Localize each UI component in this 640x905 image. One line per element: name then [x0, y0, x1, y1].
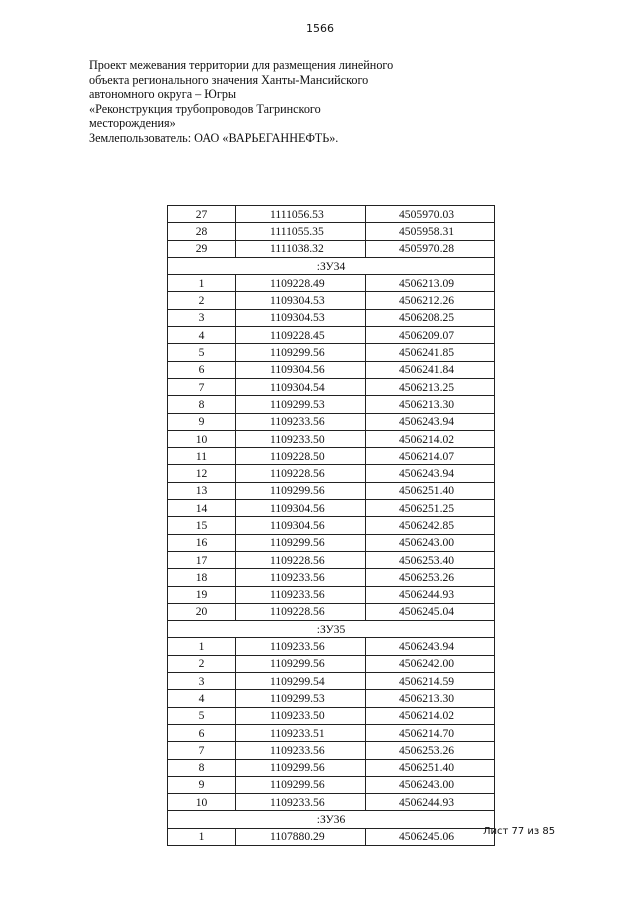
x-coordinate-cell: 1109233.56 [236, 794, 366, 811]
coordinates-table-body [168, 206, 495, 846]
table-row [168, 378, 495, 395]
point-number-cell: 10 [168, 430, 236, 447]
x-coordinate-cell: 1109233.56 [236, 742, 366, 759]
land-user-label: Землепользователь: [89, 130, 192, 145]
y-coordinate-cell: 4506242.85 [366, 517, 495, 534]
y-coordinate-cell: 4506251.40 [366, 482, 495, 499]
point-number-cell: 6 [168, 724, 236, 741]
table-row [168, 759, 495, 776]
table-row [168, 430, 495, 447]
y-coordinate-cell: 4506253.26 [366, 569, 495, 586]
x-coordinate-cell: 1109233.56 [236, 638, 366, 655]
y-coordinate-cell: 4506214.59 [366, 673, 495, 690]
table-row [168, 534, 495, 551]
table-row [168, 828, 495, 845]
y-coordinate-cell: 4506212.26 [366, 292, 495, 309]
point-number-cell: 7 [168, 742, 236, 759]
x-coordinate-cell: 1109228.49 [236, 275, 366, 292]
section-label: :ЗУ34 [168, 257, 495, 274]
x-coordinate-cell: 1109228.56 [236, 603, 366, 620]
table-row [168, 776, 495, 793]
x-coordinate-cell: 1109228.50 [236, 448, 366, 465]
x-coordinate-cell: 1109304.56 [236, 361, 366, 378]
table-row [168, 551, 495, 568]
y-coordinate-cell: 4506245.04 [366, 603, 495, 620]
x-coordinate-cell: 1109299.56 [236, 655, 366, 672]
table-row [168, 707, 495, 724]
table-row [168, 413, 495, 430]
x-coordinate-cell: 1109299.56 [236, 344, 366, 361]
y-coordinate-cell: 4506208.25 [366, 309, 495, 326]
x-coordinate-cell: 1109228.45 [236, 327, 366, 344]
y-coordinate-cell: 4506241.84 [366, 361, 495, 378]
x-coordinate-cell: 1109304.56 [236, 517, 366, 534]
point-number-cell: 16 [168, 534, 236, 551]
y-coordinate-cell: 4506214.07 [366, 448, 495, 465]
point-number-cell: 28 [168, 223, 236, 240]
y-coordinate-cell: 4506214.02 [366, 707, 495, 724]
y-coordinate-cell: 4505970.28 [366, 240, 495, 257]
table-row [168, 448, 495, 465]
point-number-cell: 13 [168, 482, 236, 499]
y-coordinate-cell: 4506213.30 [366, 690, 495, 707]
point-number-cell: 3 [168, 309, 236, 326]
y-coordinate-cell: 4506209.07 [366, 327, 495, 344]
table-row [168, 690, 495, 707]
point-number-cell: 29 [168, 240, 236, 257]
x-coordinate-cell: 1109233.50 [236, 430, 366, 447]
header-line-1: Проект межевания территории для размещения линейного [89, 58, 394, 72]
y-coordinate-cell: 4506243.94 [366, 413, 495, 430]
x-coordinate-cell: 1109299.56 [236, 482, 366, 499]
x-coordinate-cell: 1109299.56 [236, 759, 366, 776]
coordinates-table [167, 205, 495, 846]
table-row [168, 517, 495, 534]
point-number-cell: 9 [168, 413, 236, 430]
table-row [168, 586, 495, 603]
x-coordinate-cell: 1111056.53 [236, 206, 366, 223]
point-number-cell: 27 [168, 206, 236, 223]
y-coordinate-cell: 4506243.94 [366, 638, 495, 655]
x-coordinate-cell: 1111055.35 [236, 223, 366, 240]
y-coordinate-cell: 4506243.00 [366, 776, 495, 793]
table-row [168, 275, 495, 292]
x-coordinate-cell: 1109233.56 [236, 586, 366, 603]
point-number-cell: 15 [168, 517, 236, 534]
table-row [168, 344, 495, 361]
x-coordinate-cell: 1109233.56 [236, 413, 366, 430]
table-row [168, 327, 495, 344]
page-number: 1566 [306, 22, 334, 35]
table-row [168, 292, 495, 309]
x-coordinate-cell: 1109299.56 [236, 776, 366, 793]
table-row [168, 638, 495, 655]
point-number-cell: 20 [168, 603, 236, 620]
point-number-cell: 18 [168, 569, 236, 586]
y-coordinate-cell: 4506244.93 [366, 586, 495, 603]
x-coordinate-cell: 1109228.56 [236, 465, 366, 482]
point-number-cell: 7 [168, 378, 236, 395]
point-number-cell: 12 [168, 465, 236, 482]
point-number-cell: 6 [168, 361, 236, 378]
table-row [168, 223, 495, 240]
x-coordinate-cell: 1109233.51 [236, 724, 366, 741]
y-coordinate-cell: 4506213.30 [366, 396, 495, 413]
y-coordinate-cell: 4506243.00 [366, 534, 495, 551]
x-coordinate-cell: 1109304.53 [236, 292, 366, 309]
table-row [168, 309, 495, 326]
section-row [168, 811, 495, 828]
x-coordinate-cell: 1107880.29 [236, 828, 366, 845]
sheet-counter: Лист 77 из 85 [483, 826, 556, 837]
point-number-cell: 8 [168, 396, 236, 413]
land-user-value: ОАО «ВАРЬЕГАННЕФТЬ». [191, 130, 339, 145]
x-coordinate-cell: 1111038.32 [236, 240, 366, 257]
table-row [168, 361, 495, 378]
point-number-cell: 5 [168, 344, 236, 361]
point-number-cell: 17 [168, 551, 236, 568]
header-line-2: объекта регионального значения Ханты-Мансийского [89, 72, 369, 87]
point-number-cell: 3 [168, 673, 236, 690]
header-line-5: месторождения» [89, 116, 176, 131]
y-coordinate-cell: 4506245.06 [366, 828, 495, 845]
header-line-3: автономного округа – Югры [89, 87, 237, 102]
y-coordinate-cell: 4506244.93 [366, 794, 495, 811]
point-number-cell: 19 [168, 586, 236, 603]
table-row [168, 240, 495, 257]
y-coordinate-cell: 4506242.00 [366, 655, 495, 672]
point-number-cell: 2 [168, 292, 236, 309]
point-number-cell: 1 [168, 638, 236, 655]
point-number-cell: 5 [168, 707, 236, 724]
y-coordinate-cell: 4505958.31 [366, 223, 495, 240]
header-line-4: «Реконструкция трубопроводов Тагринского [89, 101, 321, 116]
point-number-cell: 11 [168, 448, 236, 465]
x-coordinate-cell: 1109233.56 [236, 569, 366, 586]
y-coordinate-cell: 4506213.09 [366, 275, 495, 292]
point-number-cell: 10 [168, 794, 236, 811]
section-row [168, 257, 495, 274]
y-coordinate-cell: 4505970.03 [366, 206, 495, 223]
section-label: :ЗУ36 [168, 811, 495, 828]
x-coordinate-cell: 1109304.56 [236, 500, 366, 517]
point-number-cell: 2 [168, 655, 236, 672]
table-row [168, 603, 495, 620]
point-number-cell: 4 [168, 327, 236, 344]
x-coordinate-cell: 1109299.54 [236, 673, 366, 690]
table-row [168, 673, 495, 690]
section-row [168, 621, 495, 638]
point-number-cell: 1 [168, 275, 236, 292]
x-coordinate-cell: 1109299.53 [236, 396, 366, 413]
table-row [168, 742, 495, 759]
table-row [168, 465, 495, 482]
x-coordinate-cell: 1109228.56 [236, 551, 366, 568]
document-header [89, 58, 509, 146]
y-coordinate-cell: 4506214.70 [366, 724, 495, 741]
y-coordinate-cell: 4506213.25 [366, 378, 495, 395]
y-coordinate-cell: 4506251.25 [366, 500, 495, 517]
point-number-cell: 14 [168, 500, 236, 517]
x-coordinate-cell: 1109304.54 [236, 378, 366, 395]
point-number-cell: 9 [168, 776, 236, 793]
point-number-cell: 8 [168, 759, 236, 776]
table-row [168, 655, 495, 672]
y-coordinate-cell: 4506241.85 [366, 344, 495, 361]
x-coordinate-cell: 1109233.50 [236, 707, 366, 724]
land-user-line [89, 131, 509, 146]
y-coordinate-cell: 4506214.02 [366, 430, 495, 447]
x-coordinate-cell: 1109304.53 [236, 309, 366, 326]
table-row [168, 794, 495, 811]
table-row [168, 482, 495, 499]
table-row [168, 396, 495, 413]
table-row [168, 500, 495, 517]
section-label: :ЗУ35 [168, 621, 495, 638]
table-row [168, 206, 495, 223]
y-coordinate-cell: 4506243.94 [366, 465, 495, 482]
x-coordinate-cell: 1109299.53 [236, 690, 366, 707]
x-coordinate-cell: 1109299.56 [236, 534, 366, 551]
point-number-cell: 4 [168, 690, 236, 707]
y-coordinate-cell: 4506251.40 [366, 759, 495, 776]
y-coordinate-cell: 4506253.26 [366, 742, 495, 759]
y-coordinate-cell: 4506253.40 [366, 551, 495, 568]
table-row [168, 569, 495, 586]
table-row [168, 724, 495, 741]
point-number-cell: 1 [168, 828, 236, 845]
